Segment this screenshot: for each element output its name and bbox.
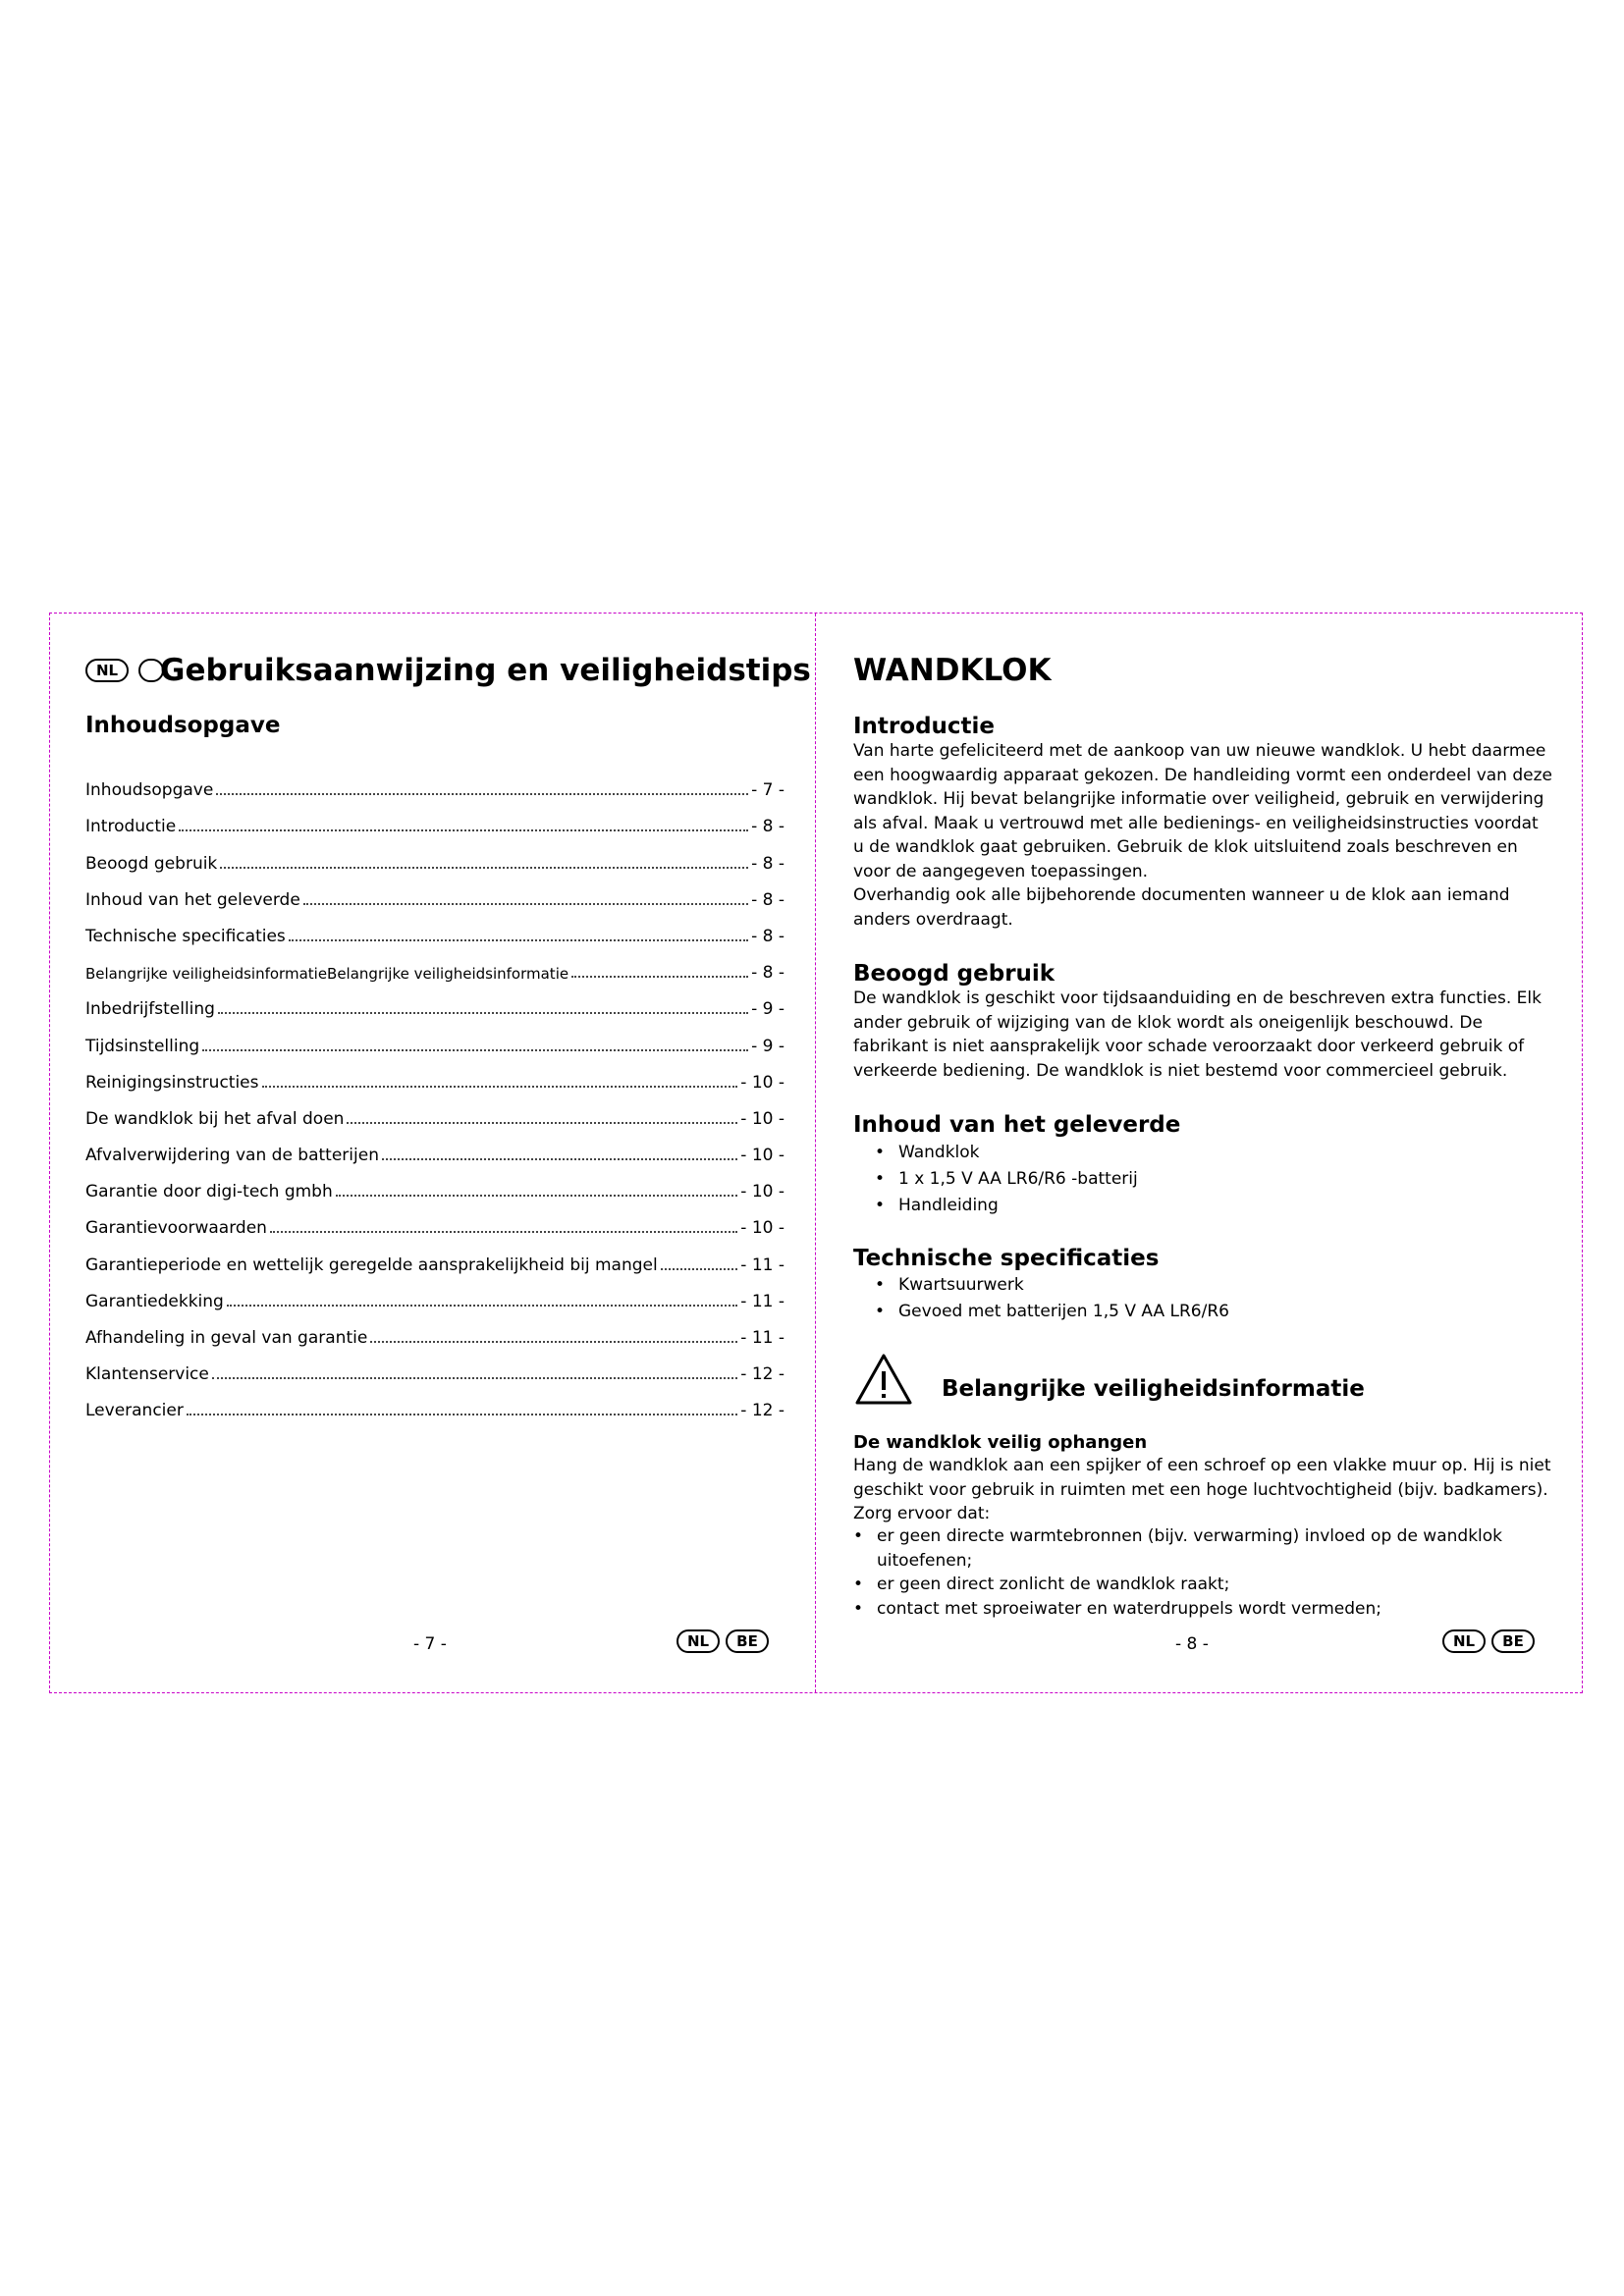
page-number: - 8 - — [1175, 1634, 1209, 1654]
left-page — [50, 614, 816, 1692]
list-item: • Wandklok — [875, 1140, 1543, 1166]
manual-spread — [49, 613, 1583, 1693]
toc-entry[interactable]: Leverancier - 12 - — [85, 1401, 785, 1421]
contents-list — [875, 1140, 1543, 1219]
list-item: • er geen direct zonlicht de wandklok raakt; — [853, 1573, 1531, 1597]
intro-text-2: Overhandig ook alle bijbehorende documenten wanneer u de klok aan iemand anders overdraagt. — [853, 885, 1510, 930]
toc-entry[interactable]: De wandklok bij het afval doen - 10 - — [85, 1108, 785, 1129]
toc-entry[interactable]: Afhandeling in geval van garantie - 11 - — [85, 1328, 785, 1348]
lang-badge-be: BE — [726, 1629, 769, 1653]
toc-entry[interactable]: Inbedrijfstelling - 9 - — [85, 999, 785, 1020]
specs-list — [875, 1272, 1543, 1325]
toc-entry[interactable]: Belangrijke veiligheidsinformatieBelangrijke veiligheidsinformatie - 8 - — [85, 963, 785, 984]
footer-badges — [1442, 1629, 1535, 1653]
toc-entry[interactable]: Introductie - 8 - — [85, 817, 785, 837]
list-item: • Kwartsuurwerk — [875, 1272, 1543, 1299]
intro-text: Van harte gefeliciteerd met de aankoop van uw nieuwe wandklok. U hebt daarmee een hoogwaardig apparaat gekozen. De handleiding vormt een onderdeel van deze wandklok. Hij bevat belangrijke informatie over veiligheid, gebruik en verwijdering als afval. Maak u vertrouwd met alle bedienings- en veiligheidsinstructies voordat u de wandklok gaat gebruiken. Gebruik de klok uitsluitend zoals beschreven en voor de aangegeven toepassingen. — [853, 741, 1552, 881]
contents-heading: Inhoud van het geleverde — [853, 1112, 1181, 1138]
toc-entry[interactable]: Technische specificaties - 8 - — [85, 926, 785, 946]
right-page — [816, 614, 1582, 1692]
list-item: • contact met sproeiwater en waterdruppels wordt vermeden; — [853, 1597, 1531, 1622]
lang-badge-nl: NL — [1442, 1629, 1486, 1653]
list-item: • er geen directe warmtebronnen (bijv. verwarming) invloed op de wandklok uitoefenen; — [853, 1524, 1531, 1573]
toc-entry[interactable]: Tijdsinstelling - 9 - — [85, 1036, 785, 1056]
product-title: WANDKLOK — [853, 653, 1052, 688]
toc-entry[interactable]: Garantieperiode en wettelijk geregelde aansprakelijkheid bij mangel - 11 - — [85, 1255, 785, 1275]
toc-entry[interactable]: Garantievoorwaarden - 10 - — [85, 1218, 785, 1239]
toc-entry[interactable]: Garantie door digi-tech gmbh - 10 - — [85, 1182, 785, 1202]
table-of-contents — [85, 764, 785, 1420]
list-item: • Handleiding — [875, 1193, 1543, 1219]
toc-entry[interactable]: Klantenservice - 12 - — [85, 1364, 785, 1385]
toc-entry[interactable]: Inhoud van het geleverde - 8 - — [85, 889, 785, 910]
hang-text: Hang de wandklok aan een spijker of een schroef op een vlakke muur op. Hij is niet geschikt voor gebruik in ruimten met een hoge luchtvochtigheid (bijv. badkamers). Zorg ervoor dat: — [853, 1456, 1551, 1523]
list-item: • Gevoed met batterijen 1,5 V AA LR6/R6 — [875, 1299, 1543, 1325]
left-header — [85, 653, 811, 688]
toc-entry[interactable]: Afvalverwijdering van de batterijen - 10 - — [85, 1146, 785, 1166]
toc-entry[interactable]: Beoogd gebruik - 8 - — [85, 853, 785, 874]
toc-entry[interactable]: Garantiedekking - 11 - — [85, 1291, 785, 1311]
list-item: • 1 x 1,5 V AA LR6/R6 -batterij — [875, 1166, 1543, 1193]
use-text: De wandklok is geschikt voor tijdsaanduiding en de beschreven extra functies. Elk ander gebruik of wijziging van de klok wordt als oneigenlijk beschouwd. De fabrikant is niet aansprakelijk voor schade veroorzaakt door verkeerd gebruik of verkeerde bediening. De wandklok is niet bestemd voor commercieel gebruik. — [853, 988, 1542, 1081]
hang-heading: De wandklok veilig ophangen — [853, 1432, 1148, 1453]
specs-heading: Technische specificaties — [853, 1246, 1160, 1271]
safety-heading: Belangrijke veiligheidsinformatie — [942, 1376, 1365, 1402]
page-title: Gebruiksaanwijzing en veiligheidstips — [160, 653, 811, 688]
toc-heading: Inhoudsopgave — [85, 713, 281, 738]
hang-list — [853, 1524, 1531, 1621]
toc-entry[interactable]: Inhoudsopgave - 7 - — [85, 780, 785, 801]
footer-badges — [677, 1629, 769, 1653]
lang-badge-be: BE — [1491, 1629, 1535, 1653]
toc-entry[interactable]: Reinigingsinstructies - 10 - — [85, 1072, 785, 1093]
page-number: - 7 - — [413, 1634, 447, 1654]
lang-badge-nl: NL — [677, 1629, 720, 1653]
intro-heading: Introductie — [853, 714, 996, 739]
warning-triangle-icon — [853, 1352, 914, 1407]
lang-badge: NL — [85, 659, 129, 682]
intro-section — [853, 739, 1552, 932]
use-heading: Beoogd gebruik — [853, 961, 1056, 987]
